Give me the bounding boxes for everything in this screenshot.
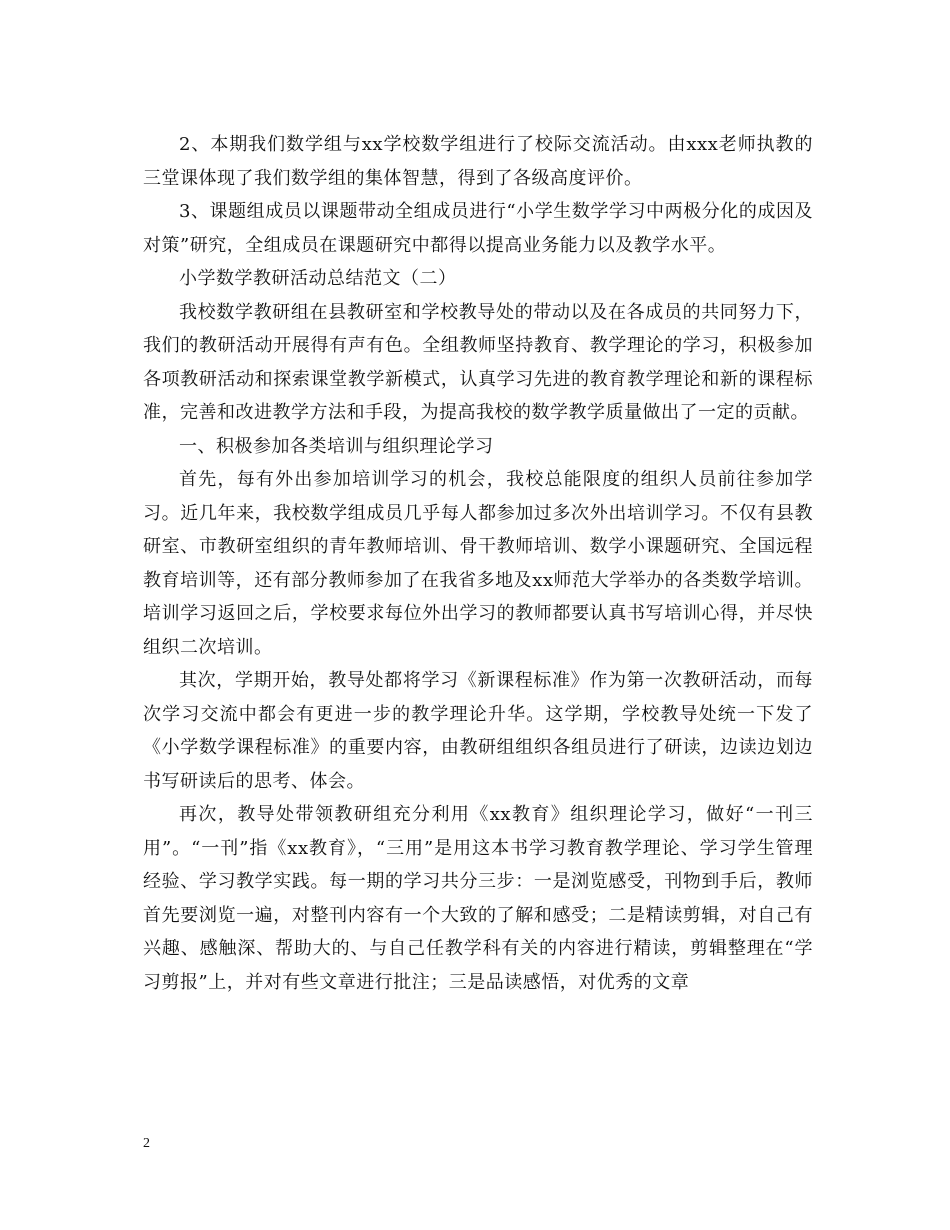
paragraph-first: 首先，每有外出参加培训学习的机会，我校总能限度的组织人员前往参加学习。近几年来，我校数学组成员几乎每人都参加过多次外出培训学习。不仅有县教研室、市教研室组织的青年教师培训、骨干教师培训、数学小课题研究、全国远程教育培训等，还有部分教师参加了在我省多地及xx师范大学举办的各类数学培训。培训学习返回之后，学校要求每位外出学习的教师都要认真书写培训心得，并尽快组织二次培训。: [143, 469, 813, 658]
paragraph-exchange-activity: 2、本期我们数学组与xx学校数学组进行了校际交流活动。由xxx老师执教的三堂课体现了我们数学组的集体智慧，得到了各级高度评价。: [143, 134, 813, 189]
document-body: [143, 128, 813, 999]
section-title: 小学数学教研活动总结范文（二）: [179, 268, 457, 289]
section-heading-training: 一、积极参加各类培训与组织理论学习: [179, 435, 494, 457]
paragraph-research-topic: 3、课题组成员以课题带动全组成员进行“小学生数学学习中两极分化的成因及对策”研究，全组成员在课题研究中都得以提高业务能力以及教学水平。: [143, 201, 813, 256]
paragraph-intro: 我校数学教研组在县教研室和学校教导处的带动以及在各成员的共同努力下，我们的教研活动开展得有声有色。全组教师坚持教育、教学理论的学习，积极参加各项教研活动和探索课堂教学新模式，认真学习先进的教育教学理论和新的课程标准，完善和改进教学方法和手段，为提高我校的数学教学质量做出了一定的贡献。: [143, 301, 813, 423]
paragraph-second: 其次，学期开始，教导处都将学习《新课程标准》作为第一次教研活动，而每次学习交流中都会有更进一步的教学理论升华。这学期，学校教导处统一下发了《小学数学课程标准》的重要内容，由教研组组织各组员进行了研读，边读边划边书写研读后的思考、体会。: [143, 670, 813, 792]
paragraph-third: 再次，教导处带领教研组充分利用《xx教育》组织理论学习，做好“一刊三用”。“一刊”指《xx教育》，“三用”是用这本书学习教育教学理论、学习学生管理经验、学习教学实践。每一期的学习共分三步：一是浏览感受，刊物到手后，教师首先要浏览一遍，对整刊内容有一个大致的了解和感受；二是精读剪辑，对自己有兴趣、感触深、帮助大的、与自己任教学科有关的内容进行精读，剪辑整理在“学习剪报”上，并对有些文章进行批注；三是品读感悟，对优秀的文章: [143, 804, 813, 993]
page-number: 2: [143, 1136, 150, 1151]
